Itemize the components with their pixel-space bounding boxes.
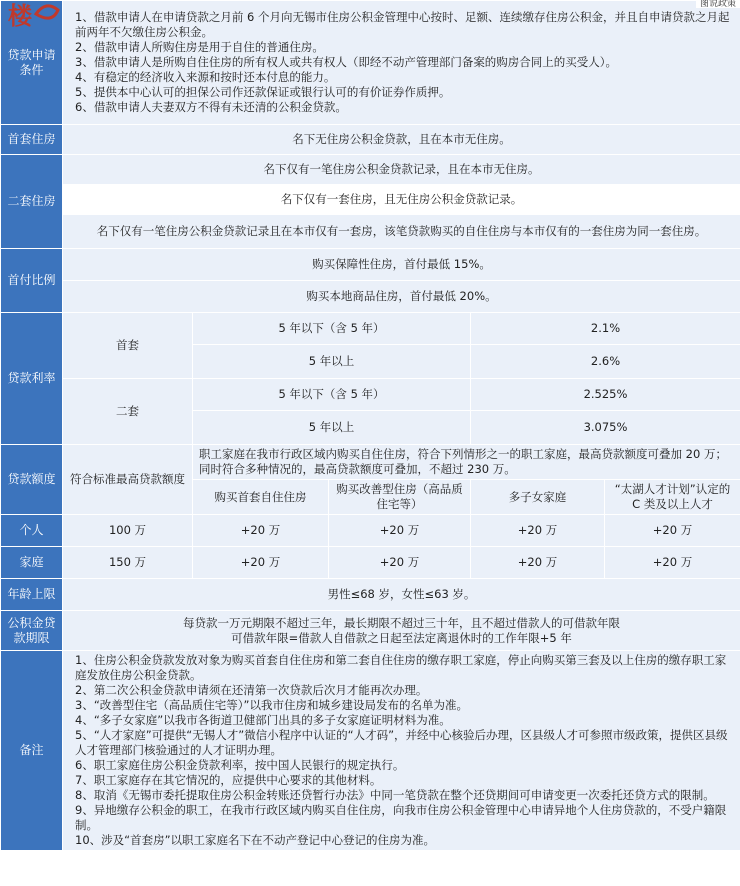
watermark-logo	[0, 0, 64, 28]
second-home-row	[1, 185, 740, 215]
conditions-header: 贷款申请条件	[1, 1, 63, 125]
down-payment-row	[1, 249, 740, 281]
quota-value: +20 万	[193, 515, 329, 547]
list-item: 7、职工家庭存在其它情况的，应提供中心要求的其他材料。	[75, 773, 382, 787]
quota-header: 贷款额度	[1, 445, 63, 515]
list-item: 1、住房公积金贷款发放对象为购买首套自住住房和第二套自住住房的缴存职工家庭，停止向购买第三套及以上住房的缴存职工家庭发放住房公积金贷款。	[75, 653, 727, 682]
interest-rate: 2.1%	[471, 313, 740, 345]
interest-row	[1, 313, 740, 345]
list-item: 5、“人才家庭”可提供“无锡人才”微信小程序中认证的“人才码”，并经中心核验后办理，区县级人才可参照市级政策，提供区县级人才管理部门核验通过的人才证明办理。	[75, 728, 728, 757]
list-item: 2、借款申请人所购住房是用于自住的普通住房。	[75, 40, 324, 54]
loan-term-line: 可借款年限=借款人自借款之日起至法定离退休时的工作年限+5 年	[231, 630, 572, 645]
list-item: 6、借款申请人夫妻双方不得有未还清的公积金贷款。	[75, 100, 347, 114]
conditions-row	[1, 1, 740, 125]
second-home-case: 名下仅有一套住房，且无住房公积金贷款记录。	[63, 185, 740, 215]
quota-column-header: 多子女家庭	[471, 480, 605, 515]
interest-row	[1, 379, 740, 411]
second-home-row	[1, 155, 740, 185]
list-item: 3、借款申请人是所购自住住房的所有权人或共有权人（即经不动产管理部门备案的购房合同上的买受人）。	[75, 55, 618, 69]
interest-rate: 2.6%	[471, 345, 740, 379]
interest-rate: 3.075%	[471, 411, 740, 445]
quota-value: +20 万	[193, 547, 329, 579]
interest-term: 5 年以下（含 5 年）	[193, 379, 471, 411]
interest-rate: 2.525%	[471, 379, 740, 411]
loan-term-text	[63, 611, 740, 651]
loan-term-header: 公积金贷款期限	[1, 611, 63, 651]
corner-badge: 图说政策	[696, 0, 740, 8]
quota-family-row	[1, 547, 740, 579]
second-home-case: 名下仅有一笔住房公积金贷款记录，且在本市无住房。	[63, 155, 740, 185]
second-home-case: 名下仅有一笔住房公积金贷款记录且在本市仅有一套房，该笔贷款购买的自住住房与本市仅有的一套住房为同一套住房。	[63, 215, 740, 249]
down-payment-row	[1, 281, 740, 313]
quota-individual-row	[1, 515, 740, 547]
down-payment-case: 购买本地商品住房，首付最低 20%。	[63, 281, 740, 313]
list-item: 2、第二次公积金贷款申请须在还清第一次贷款后次月才能再次办理。	[75, 683, 428, 697]
quota-row	[1, 445, 740, 480]
watermark-logo-text: 楼	[8, 1, 32, 28]
interest-header: 贷款利率	[1, 313, 63, 445]
interest-group-label: 首套	[63, 313, 193, 379]
list-item: 8、取消《无锡市委托提取住房公积金转账还贷暂行办法》中同一笔贷款在整个还贷期间可申请变更一次委托还贷方式的限制。	[75, 788, 715, 802]
quota-value: +20 万	[471, 515, 605, 547]
loan-term-row	[1, 611, 740, 651]
age-limit-header: 年龄上限	[1, 579, 63, 611]
quota-value: +20 万	[329, 547, 471, 579]
age-limit-text: 男性≤68 岁，女性≤63 岁。	[63, 579, 740, 611]
quota-row-label: 家庭	[1, 547, 63, 579]
quota-value: +20 万	[329, 515, 471, 547]
second-home-row	[1, 215, 740, 249]
list-item: 3、“改善型住宅（高品质住宅等）”以我市住房和城乡建设局发布的名单为准。	[75, 698, 468, 712]
list-item: 4、“多子女家庭”以我市各街道卫健部门出具的多子女家庭证明材料为准。	[75, 713, 451, 727]
loan-term-line: 每贷款一万元期限不超过三年，最长期限不超过三十年，且不超过借款人的可借款年限	[183, 615, 621, 630]
list-item: 1、借款申请人在申请贷款之月前 6 个月向无锡市住房公积金管理中心按时、足额、连续缴存住房公积金，并且自申请贷款之月起前两年不欠缴住房公积金。	[75, 10, 730, 39]
notes-header: 备注	[1, 651, 63, 851]
quota-column-header: 购买改善型住房（高品质住宅等）	[329, 480, 471, 515]
list-item: 4、有稳定的经济收入来源和按时还本付息的能力。	[75, 70, 336, 84]
notes-list	[63, 651, 740, 851]
interest-term: 5 年以下（含 5 年）	[193, 313, 471, 345]
second-home-header: 二套住房	[1, 155, 63, 249]
quota-row-label: 个人	[1, 515, 63, 547]
list-item: 10、涉及“首套房”以职工家庭名下在不动产登记中心登记的住房为准。	[75, 833, 436, 847]
list-item: 6、职工家庭住房公积金贷款利率，按中国人民银行的规定执行。	[75, 758, 405, 772]
quota-value: +20 万	[471, 547, 605, 579]
list-item: 9、异地缴存公积金的职工，在我市行政区域内购买自住住房，向我市住房公积金管理中心申请异地个人住房贷款的，不受户籍限制。	[75, 803, 727, 832]
first-home-text: 名下无住房公积金贷款，且在本市无住房。	[63, 125, 740, 155]
quota-description: 职工家庭在我市行政区域内购买自住住房，符合下列情形之一的职工家庭，最高贷款额度可叠加 20 万；同时符合多种情况的，最高贷款额度可叠加，不超过 230 万。	[193, 445, 740, 480]
interest-term: 5 年以上	[193, 345, 471, 379]
quota-base: 100 万	[63, 515, 193, 547]
conditions-list	[63, 1, 740, 125]
quota-value: +20 万	[605, 547, 740, 579]
list-item: 5、提供本中心认可的担保公司作还款保证或银行认可的有价证券作质押。	[75, 85, 451, 99]
quota-column-header: 购买首套自住住房	[193, 480, 329, 515]
notes-row	[1, 651, 740, 851]
quota-standard-label: 符合标准最高贷款额度	[63, 445, 193, 515]
quota-value: +20 万	[605, 515, 740, 547]
first-home-row	[1, 125, 740, 155]
down-payment-header: 首付比例	[1, 249, 63, 313]
interest-group-label: 二套	[63, 379, 193, 445]
down-payment-case: 购买保障性住房，首付最低 15%。	[63, 249, 740, 281]
first-home-header: 首套住房	[1, 125, 63, 155]
interest-term: 5 年以上	[193, 411, 471, 445]
quota-base: 150 万	[63, 547, 193, 579]
quota-column-header: “太湖人才计划”认定的 C 类及以上人才	[605, 480, 740, 515]
age-limit-row	[1, 579, 740, 611]
